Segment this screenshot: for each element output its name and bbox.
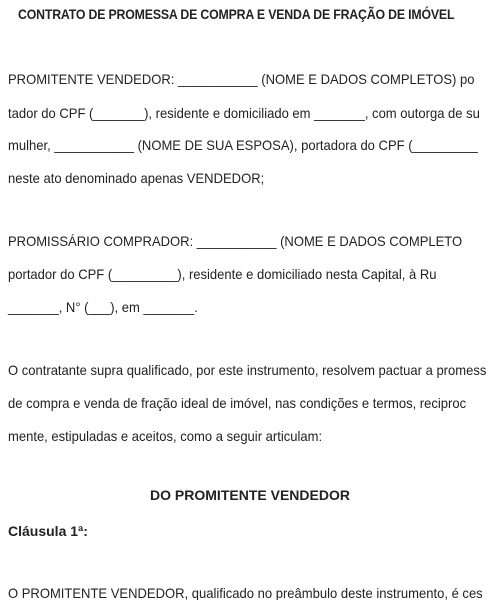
intro-line-2: de compra e venda de fração ideal de imóvel, nas condições e termos, reciproc xyxy=(8,395,467,411)
vendedor-line-1: PROMITENTE VENDEDOR: ___________ (NOME E DADOS COMPLETOS) po xyxy=(8,71,475,87)
comprador-line-2: portador do CPF (_________), residente e domiciliado nesta Capital, à Ru xyxy=(8,266,437,282)
comprador-line-3: _______, N° (___), em _______. xyxy=(8,299,198,315)
clause-label: Cláusula 1ª: xyxy=(8,523,88,539)
clause-text-line: O PROMITENTE VENDEDOR, qualificado no preâmbulo deste instrumento, é ces xyxy=(8,585,483,600)
comprador-line-1: PROMISSÁRIO COMPRADOR: ___________ (NOME E DADOS COMPLETO xyxy=(8,233,463,249)
vendedor-line-2: tador do CPF (_______), residente e domiciliado em _______, com outorga de su xyxy=(8,105,480,121)
intro-line-3: mente, estipuladas e aceitos, como a seguir articulam: xyxy=(8,428,323,444)
vendedor-line-4: neste ato denominado apenas VENDEDOR; xyxy=(8,170,265,186)
intro-line-1: O contratante supra qualificado, por este instrumento, resolvem pactuar a promess xyxy=(8,362,487,378)
vendedor-line-3: mulher, ___________ (NOME DE SUA ESPOSA), portadora do CPF (_________ xyxy=(8,137,478,153)
section-heading: DO PROMITENTE VENDEDOR xyxy=(150,487,350,503)
document-title: CONTRATO DE PROMESSA DE COMPRA E VENDA DE FRAÇÃO DE IMÓVEL xyxy=(18,6,455,22)
